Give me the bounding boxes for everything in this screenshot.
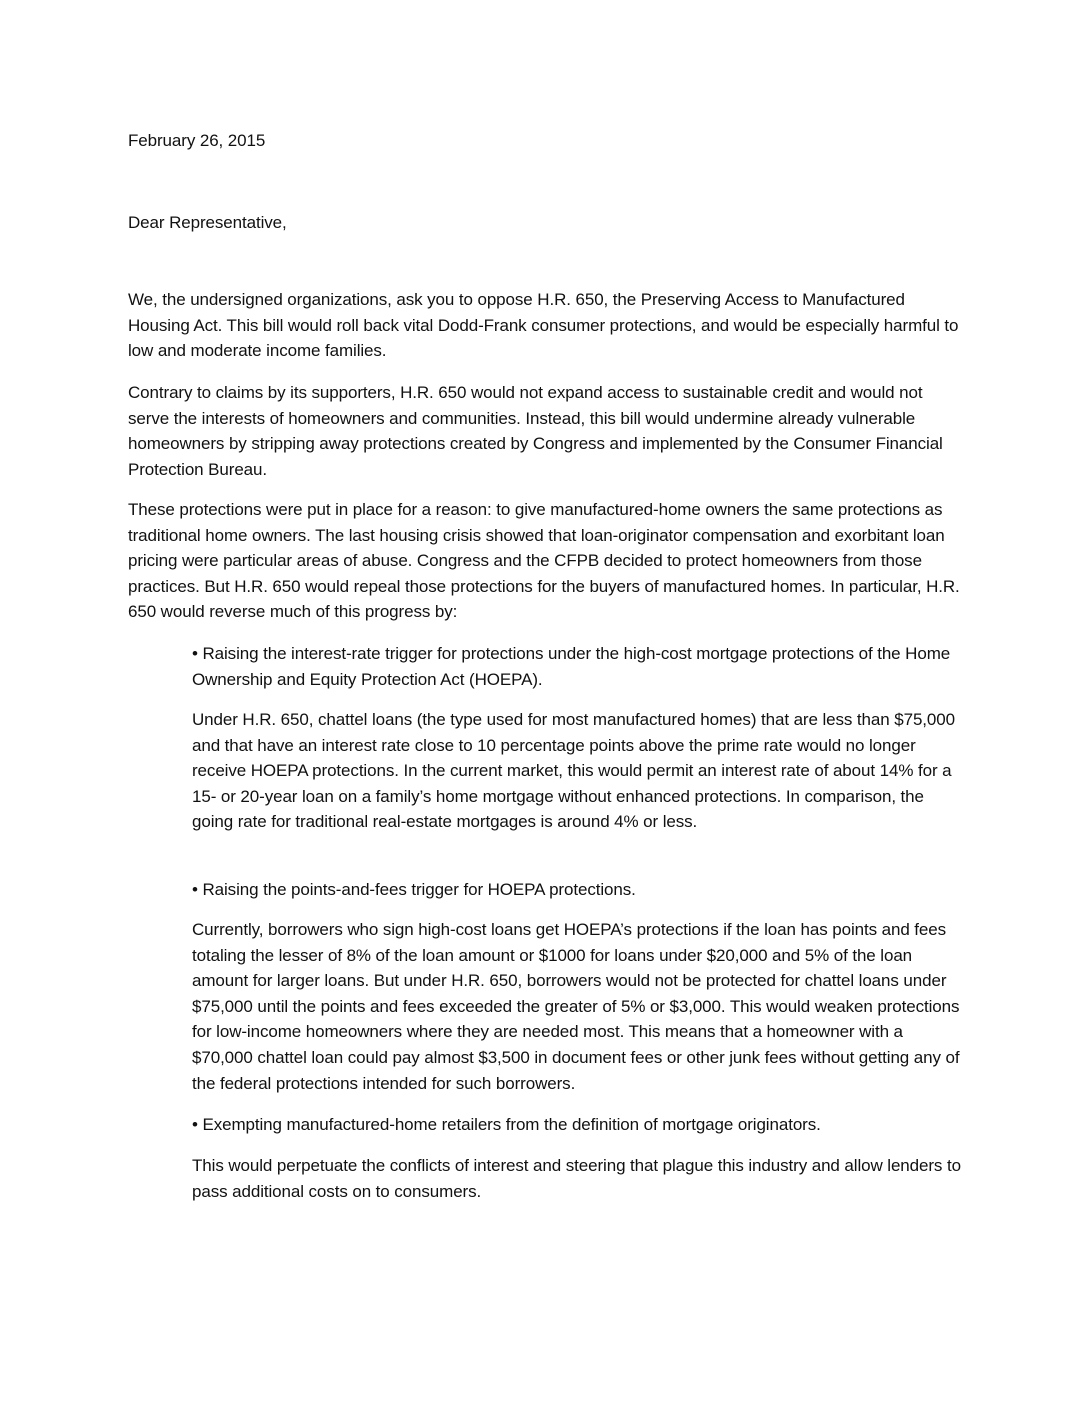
letter-salutation: Dear Representative, bbox=[128, 213, 287, 232]
provision-detail: Currently, borrowers who sign high-cost loans get HOEPA’s protections if the loan has points and fees totaling the lesser of 8% of the loan amount or $1000 for loans under $20,000 and 5% of the loan amount for larger loans. But under H.R. 650, borrowers would not be protected for chattel loans under $75,000 until the points and fees exceeded the greater of 5% or $3,000. This would weaken protections for low-income homeowners where they are needed most. This means that a homeowner with a $70,000 chattel loan could pay almost $3,500 in document fees or other junk fees without getting any of the federal protections intended for such borrowers. bbox=[192, 920, 960, 1093]
body-paragraph: We, the undersigned organizations, ask you to oppose H.R. 650, the Preserving Access to Manufactured Housing Act. This bill would roll back vital Dodd-Frank consumer protections, and would be especially harmful to low and moderate income families. bbox=[128, 290, 959, 361]
provision-detail: Under H.R. 650, chattel loans (the type used for most manufactured homes) that are less than $75,000 and that have an interest rate close to 10 percentage points above the prime rate would no longer receive HOEPA protections. In the current market, this would permit an interest rate of about 14% for a 15- or 20-year loan on a family’s home mortgage without enhanced protections. In comparison, the going rate for traditional real-estate mortgages is around 4% or less. bbox=[192, 710, 955, 832]
body-paragraph: These protections were put in place for a reason: to give manufactured-home owners the same protections as traditional home owners. The last housing crisis showed that loan-originator compensation and exorbitant loan pricing were particular areas of abuse. Congress and the CFPB decided to protect homeowners from those practices. But H.R. 650 would repeal those protections for the buyers of manufactured homes. In particular, H.R. 650 would reverse much of this progress by: bbox=[128, 500, 960, 622]
provision-bullet: • Exempting manufactured-home retailers from the definition of mortgage originators. bbox=[192, 1115, 821, 1134]
provision-detail: This would perpetuate the conflicts of interest and steering that plague this industry and allow lenders to pass additional costs on to consumers. bbox=[192, 1156, 961, 1201]
provision-bullet: • Raising the points-and-fees trigger for HOEPA protections. bbox=[192, 880, 636, 899]
letter-date: February 26, 2015 bbox=[128, 131, 266, 150]
body-paragraph: Contrary to claims by its supporters, H.R. 650 would not expand access to sustainable credit and would not serve the interests of homeowners and communities. Instead, this bill would undermine already vulnerable homeowners by stripping away protections created by Congress and implemented by the Consumer Financial Protection Bureau. bbox=[128, 383, 943, 479]
provision-bullet: • Raising the interest-rate trigger for protections under the high-cost mortgage protections of the Home Ownership and Equity Protection Act (HOEPA). bbox=[192, 644, 951, 689]
